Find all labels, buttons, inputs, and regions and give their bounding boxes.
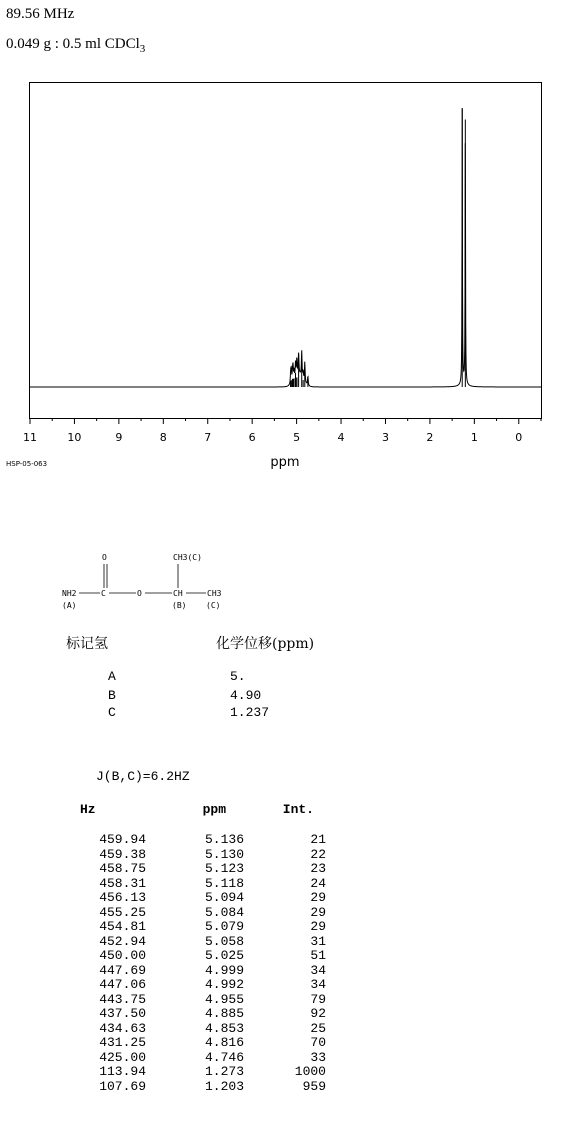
- peak-hz: 431.25: [99, 1035, 146, 1050]
- peak-intensity: 959: [302, 1078, 326, 1094]
- label-a: (A): [62, 601, 77, 610]
- peak-ppm: 5.025: [204, 948, 244, 963]
- peak-ppm: 4.992: [204, 977, 244, 992]
- header-int: Int.: [282, 802, 314, 817]
- spectrum-code: HSP-05-063: [6, 460, 48, 468]
- amino-group: NH2: [62, 589, 77, 598]
- peak-intensity: 24: [310, 875, 326, 891]
- table-row: [66, 1051, 326, 1066]
- peak-intensity: 31: [310, 933, 326, 949]
- peak-hz: 113.94: [99, 1064, 146, 1079]
- peak-intensity: 79: [310, 991, 326, 1007]
- peak-intensity: 29: [310, 890, 326, 905]
- spectrum-trace: [30, 109, 541, 387]
- table-row: [66, 1036, 326, 1051]
- spectrometer-frequency: 89.56 MHz: [6, 6, 75, 22]
- assignment-label: A: [108, 669, 116, 684]
- peak-hz: 459.38: [99, 846, 146, 862]
- peak-ppm: 5.123: [204, 861, 244, 876]
- peak-intensity: 34: [310, 977, 326, 992]
- header-hz: Hz: [80, 802, 96, 817]
- header-ppm: ppm: [202, 802, 226, 817]
- peak-intensity: 1000: [294, 1064, 326, 1079]
- peak-ppm: 4.746: [204, 1049, 244, 1065]
- peak-intensity: 29: [310, 919, 326, 934]
- x-tick-label: 2: [426, 431, 434, 444]
- peak-ppm: 5.058: [204, 933, 244, 949]
- x-tick-label: 1: [470, 431, 478, 444]
- table-row: [66, 1022, 326, 1037]
- peak-ppm: 4.955: [204, 991, 244, 1007]
- assignment-label: B: [108, 688, 116, 703]
- peak-ppm: 5.118: [204, 875, 244, 891]
- table-row: [66, 833, 326, 848]
- table-row: [66, 1007, 326, 1022]
- table-row: [66, 848, 326, 863]
- label-c: (C): [206, 601, 221, 610]
- x-tick-label: 5: [293, 431, 301, 444]
- methine: CH: [173, 589, 183, 598]
- peak-table-header: [66, 803, 326, 833]
- peak-ppm: 5.084: [204, 904, 244, 920]
- chemical-shift-header: 化学位移(ppm): [216, 636, 315, 652]
- carbonyl-oxygen: O: [102, 553, 107, 562]
- peak-hz: 447.06: [99, 977, 146, 992]
- x-tick-label: 8: [159, 431, 167, 444]
- peak-hz: 425.00: [99, 1049, 146, 1065]
- table-row: [66, 978, 326, 993]
- table-row: [66, 906, 326, 921]
- table-row: [66, 993, 326, 1008]
- peak-intensity: 23: [310, 861, 326, 876]
- sample-text: 0.049 g : 0.5 ml CDCl: [6, 36, 140, 52]
- sample-concentration: [6, 36, 145, 55]
- peak-intensity: 34: [310, 962, 326, 978]
- x-tick-label: 0: [515, 431, 523, 444]
- x-tick-label: 7: [204, 431, 212, 444]
- peak-hz: 452.94: [99, 933, 146, 949]
- x-axis-tick-labels: [23, 431, 522, 444]
- table-row: [66, 862, 326, 877]
- peak-hz: 456.13: [99, 890, 146, 905]
- peak-intensity: 21: [310, 832, 326, 847]
- peak-hz: 458.75: [99, 861, 146, 876]
- peak-ppm: 4.885: [204, 1006, 244, 1021]
- peak-ppm: 5.094: [204, 890, 244, 905]
- carbonyl-carbon: C: [101, 589, 106, 598]
- peak-hz: 450.00: [99, 948, 146, 963]
- table-row: [66, 949, 326, 964]
- methyl-top: CH3(C): [173, 553, 202, 562]
- peak-intensity: 25: [310, 1020, 326, 1036]
- peak-hz: 434.63: [99, 1020, 146, 1036]
- peak-hz: 107.69: [99, 1078, 146, 1094]
- assignment-shift: 5.: [230, 669, 246, 684]
- peak-hz: 437.50: [99, 1006, 146, 1021]
- label-b: (B): [172, 601, 187, 610]
- peak-ppm: 4.999: [204, 962, 244, 978]
- peak-lines: [291, 108, 466, 387]
- peak-ppm: 5.079: [204, 919, 244, 934]
- peak-hz: 455.25: [99, 904, 146, 920]
- assignment-shift: 1.237: [230, 705, 270, 720]
- table-row: [66, 964, 326, 979]
- x-tick-label: 10: [67, 431, 82, 444]
- table-row: [66, 1065, 326, 1080]
- table-row: [66, 935, 326, 950]
- peak-ppm: 4.853: [204, 1020, 244, 1036]
- peak-ppm: 4.816: [204, 1035, 244, 1050]
- x-tick-label: 9: [115, 431, 123, 444]
- peak-table: [66, 803, 326, 1094]
- table-row: [66, 891, 326, 906]
- peak-hz: 454.81: [99, 919, 146, 934]
- assignment-shift: 4.90: [230, 688, 262, 703]
- peak-hz: 459.94: [99, 832, 146, 847]
- peak-ppm: 5.130: [204, 846, 244, 862]
- ester-oxygen: O: [137, 589, 142, 598]
- table-row: [66, 1080, 326, 1095]
- peak-intensity: 29: [310, 904, 326, 920]
- peak-ppm: 1.273: [204, 1064, 244, 1079]
- molecular-structure: [56, 550, 256, 620]
- assignment-label: C: [108, 705, 116, 720]
- x-tick-label: 6: [248, 431, 256, 444]
- x-axis-title: ppm: [270, 455, 300, 470]
- nmr-spectrum-chart: [0, 78, 570, 478]
- coupling-constant: J(B,C)=6.2HZ: [96, 769, 190, 784]
- methyl-right: CH3: [207, 589, 222, 598]
- x-tick-label: 11: [23, 431, 37, 444]
- x-tick-label: 4: [337, 431, 345, 444]
- peak-hz: 458.31: [99, 875, 146, 891]
- sample-subscript: 3: [139, 43, 146, 55]
- peak-intensity: 70: [310, 1035, 326, 1050]
- peak-ppm: 5.136: [204, 832, 244, 847]
- table-row: [66, 877, 326, 892]
- hydrogen-label-header: 标记氢: [66, 636, 108, 652]
- peak-ppm: 1.203: [204, 1078, 244, 1094]
- peak-hz: 447.69: [99, 962, 146, 978]
- peak-intensity: 51: [310, 948, 326, 963]
- peak-intensity: 33: [310, 1049, 326, 1065]
- x-tick-label: 3: [381, 431, 389, 444]
- peak-intensity: 22: [310, 846, 326, 862]
- peak-intensity: 92: [310, 1006, 326, 1021]
- table-row: [66, 920, 326, 935]
- peak-hz: 443.75: [99, 991, 146, 1007]
